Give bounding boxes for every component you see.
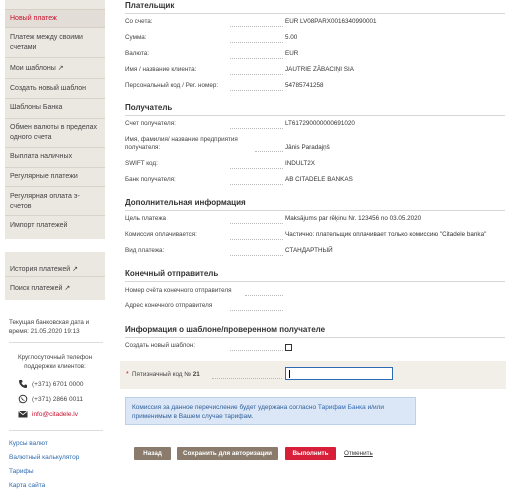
row-dots	[230, 239, 283, 240]
menu-bank-templates[interactable]: Шаблоны Банка	[10, 104, 63, 111]
receiver-row-swift	[125, 158, 505, 172]
payments-menu	[5, 0, 105, 239]
payer-row-currency	[125, 48, 505, 62]
menu-own-accounts-transfer[interactable]: Платеж между своими счетами	[10, 34, 83, 51]
row-label: Адрес конечного отправителя	[125, 302, 213, 309]
row-label: Банк получателя:	[125, 176, 176, 183]
row-dots	[230, 350, 283, 351]
payer-row-amount	[125, 32, 505, 46]
receiver-row-name	[125, 134, 505, 154]
menu-divider	[5, 147, 105, 148]
row-value: EUR	[285, 50, 299, 57]
create-template-checkbox[interactable]	[285, 344, 292, 351]
section-title-final-sender: Конечный отправитель	[125, 269, 219, 278]
commission-notice	[125, 397, 416, 425]
divider	[9, 430, 103, 431]
menu-cash-withdrawal[interactable]: Выплата наличных	[10, 153, 73, 160]
row-label: SWIFT код:	[125, 160, 158, 167]
menu-payment-history[interactable]: История платежей ↗	[10, 266, 78, 273]
row-value: 54785741258	[285, 82, 324, 89]
row-value: AB CITADELE BANKAS	[285, 176, 353, 183]
section-title-extra: Дополнительная информация	[125, 198, 246, 207]
section-title-template: Информация о шаблоне/проверенном получателе	[125, 325, 326, 334]
section-divider	[125, 210, 505, 211]
row-dots	[230, 42, 283, 43]
row-value: LT617290000000691020	[285, 120, 355, 127]
required-marker: *	[126, 371, 129, 378]
contact-phone-text: (+371) 6701 0000	[32, 380, 84, 388]
five-digit-code-input[interactable]	[285, 367, 393, 380]
history-menu	[5, 252, 105, 300]
bank-date: Текущая банковская дата и время: 21.05.2020 19:13	[9, 319, 90, 335]
menu-divider	[5, 215, 105, 216]
section-divider	[125, 337, 505, 338]
final-sender-row-address	[125, 300, 505, 314]
payer-row-name	[125, 64, 505, 78]
sidebar	[0, 0, 105, 503]
row-label: Со счета:	[125, 18, 153, 25]
row-label: Номер счёта конечного отправителя	[125, 287, 232, 294]
support-title: Круглосуточный телефон поддержки клиентов:	[17, 354, 93, 370]
section-title-receiver: Получатель	[125, 103, 173, 112]
payer-row-account	[125, 16, 505, 30]
menu-new-payment[interactable]: Новый платеж	[5, 9, 105, 28]
row-dots	[230, 310, 283, 311]
row-label: Вид платежа:	[125, 247, 165, 254]
section-divider	[125, 13, 505, 14]
row-label: Комиссия оплачивается:	[125, 231, 197, 238]
notice-text-2: и/или применимым в Вашем случае тарифам.	[132, 404, 385, 420]
receiver-row-bank	[125, 174, 505, 188]
row-value: 5.00	[285, 34, 298, 41]
section-title-payer: Плательщик	[125, 1, 175, 10]
notice-text-1: Комиссия за данное перечисление будет удержана согласно	[132, 404, 318, 411]
menu-divider	[5, 276, 105, 277]
link-exchange-rates[interactable]: Курсы валют	[9, 440, 48, 447]
menu-create-template[interactable]: Создать новый шаблон	[10, 85, 87, 92]
row-label: Имя / название клиента:	[125, 66, 197, 73]
menu-regular-e-invoices[interactable]: Регулярная оплата э-счетов	[10, 193, 80, 210]
menu-divider	[5, 186, 105, 187]
row-label: Персональный код / Рег. номер:	[125, 82, 219, 89]
cancel-link[interactable]: Отменить	[344, 450, 373, 457]
final-sender-row-account	[125, 285, 505, 299]
row-label: Счет получателя:	[125, 120, 176, 127]
row-dots	[230, 128, 283, 129]
row-dots	[255, 151, 283, 152]
menu-import-payments[interactable]: Импорт платежей	[10, 222, 68, 229]
row-value: Частично: плательщик оплачивает только комиссию "Citadele banka"	[285, 231, 487, 238]
contact-phone	[18, 379, 84, 389]
menu-divider	[5, 57, 105, 58]
row-value: JAUTRIE ZĀBACIŅI SIA	[285, 66, 354, 73]
contact-email[interactable]	[18, 409, 78, 419]
row-dots	[212, 378, 282, 379]
menu-my-templates[interactable]: Мои шаблоны ↗	[10, 65, 64, 72]
row-value: INDULT2X	[285, 160, 315, 167]
row-label: Имя, фамилия/ название предприятия получателя:	[125, 136, 238, 151]
menu-divider	[5, 78, 105, 79]
five-digit-code-number: 21	[192, 371, 200, 378]
row-dots	[230, 58, 283, 59]
row-dots	[230, 74, 283, 75]
extra-row-commission	[125, 229, 505, 243]
row-dots	[230, 223, 283, 224]
section-divider	[125, 281, 505, 282]
contact-email-text[interactable]: info@citadele.lv	[32, 410, 78, 418]
row-value: Jānis Paradajņš	[285, 144, 330, 151]
row-dots	[230, 184, 283, 185]
row-value: СТАНДАРТНЫЙ	[285, 247, 333, 254]
menu-regular-payments[interactable]: Регулярные платежи	[10, 173, 78, 180]
back-button[interactable]: Назад	[134, 447, 171, 460]
section-divider	[125, 115, 505, 116]
row-dots	[230, 168, 283, 169]
extra-row-payment-type	[125, 245, 505, 259]
row-label: Создать новый шаблон:	[125, 342, 196, 349]
row-dots	[245, 295, 283, 296]
menu-divider	[5, 98, 105, 99]
menu-currency-exchange[interactable]: Обмен валюты в пределах одного счета	[10, 124, 98, 141]
menu-divider	[5, 167, 105, 168]
divider	[9, 342, 103, 343]
payment-confirmation	[120, 0, 521, 503]
email-icon	[18, 409, 28, 419]
execute-button[interactable]: Выполнить	[285, 447, 336, 460]
five-digit-code-label: Пятизначный код № 21	[132, 371, 200, 378]
row-dots	[230, 26, 283, 27]
tariffs-link[interactable]: Тарифам Банка	[317, 404, 366, 411]
row-dots	[230, 90, 283, 91]
row-label: Сумма:	[125, 34, 147, 41]
contact-whatsapp	[18, 394, 83, 404]
whatsapp-icon	[18, 394, 28, 404]
row-value: EUR LV08PARX0016340990001	[285, 18, 377, 25]
row-label: Цель платежа	[125, 215, 167, 222]
row-label: Валюта:	[125, 50, 150, 57]
receiver-row-account	[125, 118, 505, 132]
row-value: Maksājums par rēķinu Nr. 123456 no 03.05.2020	[285, 215, 422, 222]
text-caret	[289, 370, 290, 378]
contact-whatsapp-text: (+371) 2866 0011	[32, 395, 84, 403]
menu-payment-search[interactable]: Поиск платежей ↗	[10, 285, 71, 292]
link-currency-calculator[interactable]: Валютный калькулятор	[9, 454, 80, 461]
row-dots	[230, 255, 283, 256]
phone-icon	[18, 379, 28, 389]
extra-row-purpose	[125, 213, 505, 227]
link-sitemap[interactable]: Карта сайта	[9, 482, 46, 489]
template-row-create	[125, 340, 505, 354]
link-tariffs[interactable]: Тарифы	[9, 468, 34, 475]
payer-row-personal-code	[125, 80, 505, 94]
save-for-authorization-button[interactable]: Сохранить для авторизации	[177, 447, 278, 460]
menu-divider	[5, 118, 105, 119]
